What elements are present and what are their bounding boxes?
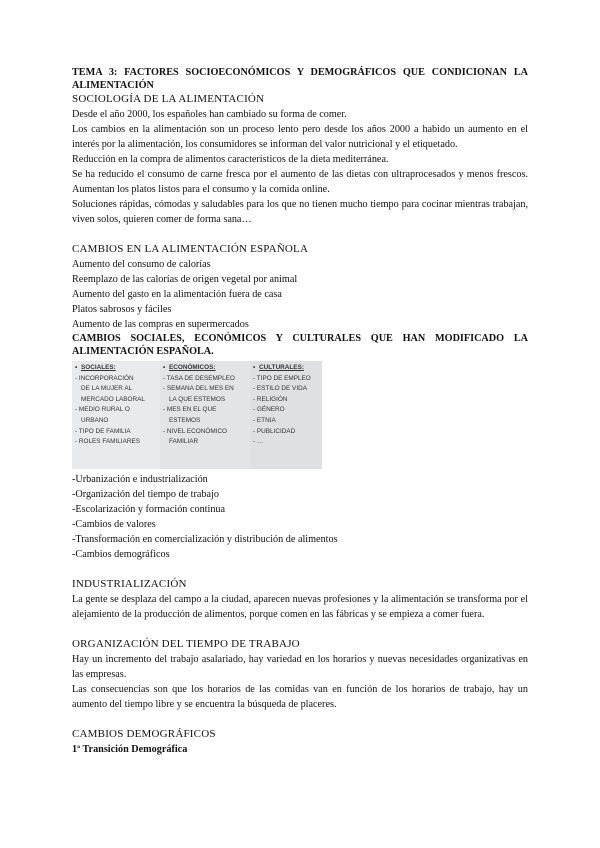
document-title: TEMA 3: FACTORES SOCIOECONÓMICOS Y DEMOGRÁFICOS QUE CONDICIONAN LA ALIMENTACIÓN (72, 67, 528, 91)
figure-line: - ETNIA (253, 416, 276, 424)
figure-line: LA QUE ESTEMOS (169, 395, 226, 403)
section-heading-sociologia: SOCIOLOGÍA DE LA ALIMENTACIÓN (72, 93, 265, 105)
figure-line: - SEMANA DEL MES EN (163, 385, 234, 393)
paragraph: La gente se desplaza del campo a la ciudad, aparecen nuevas profesiones y la alimentación se transforma por el alejamiento de la producción de alimentos, porque comen en las fábricas y se empieza a comer fuera. (72, 594, 528, 620)
list-item: -Organización del tiempo de trabajo (72, 489, 219, 500)
figure-line: - ESTILO DE VIDA (253, 385, 307, 393)
figure-column-sociales: • SOCIALES: - INCORPORACIÓN DE LA MUJER AL MERCADO LABORAL - MEDIO RURAL O URBANO - TIPO DE FAMILIA - ROLES FAMILIARES (72, 361, 160, 469)
figure-line: - MES EN EL QUE (163, 406, 217, 414)
section-heading-cambios-alimentacion: CAMBIOS EN LA ALIMENTACIÓN ESPAÑOLA (72, 243, 309, 255)
figure-line: MERCADO LABORAL (81, 395, 145, 403)
section-heading-cambios-sociales: CAMBIOS SOCIALES, ECONÓMICOS Y CULTURALES QUE HAN MODIFICADO LA ALIMENTACIÓN ESPAÑOLA. (72, 333, 528, 357)
subheading-transicion: 1ª Transición Demográfica (72, 744, 188, 755)
section-heading-organizacion: ORGANIZACIÓN DEL TIEMPO DE TRABAJO (72, 638, 300, 650)
figure-column-title: ECONÓMICOS: (169, 364, 216, 371)
figure-column-title: SOCIALES: (81, 364, 116, 371)
figure-line: FAMILIAR (169, 438, 199, 446)
list-item: Aumento de las compras en supermercados (72, 319, 249, 330)
paragraph: Los cambios en la alimentación son un proceso lento pero desde los años 2000 a habido un aumento en el interés por la alimentación, los consumidores se informan del valor nutricional y el etiquetado. (72, 124, 528, 150)
list-item: -Cambios de valores (72, 519, 156, 530)
document-page (72, 66, 528, 757)
list-item: -Cambios demográficos (72, 549, 170, 560)
section-heading-industrializacion: INDUSTRIALIZACIÓN (72, 578, 187, 590)
figure-column-culturales: • CULTURALES: - TIPO DE EMPLEO - ESTILO DE VIDA - RELIGIÓN - GÉNERO - ETNIA - PUBLICIDAD - … (250, 361, 322, 469)
list-item: -Urbanización e industrialización (72, 474, 208, 485)
list-item: Reemplazo de las calorías de origen vegetal por animal (72, 274, 298, 285)
figure-line: - … (253, 438, 264, 446)
figure-column-title: CULTURALES: (259, 364, 304, 371)
list-item: -Escolarización y formación continua (72, 504, 226, 515)
figure-line: - TASA DE DESEMPLEO (163, 374, 235, 382)
figure-line: - PUBLICIDAD (253, 427, 296, 435)
figure-line: - TIPO DE EMPLEO (253, 374, 311, 382)
list-item: -Transformación en comercialización y distribución de alimentos (72, 534, 338, 545)
paragraph: Se ha reducido el consumo de carne fresca por el aumento de las dietas con ultraprocesados y menos frescos. Aumentan los platos listos para el consumo y la comida online. (72, 169, 528, 195)
paragraph: Las consecuencias son que los horarios de las comidas van en función de los horarios de trabajo, hay un aumento del tiempo libre y se encuentra la búsqueda de placeres. (72, 684, 528, 710)
paragraph: Hay un incremento del trabajo asalariado, hay variedad en los horarios y nuevas necesidades organizativas en las empresas. (72, 654, 528, 680)
section-heading-demograficos: CAMBIOS DEMOGRÁFICOS (72, 728, 216, 740)
figure-line: - TIPO DE FAMILIA (75, 427, 131, 435)
list-item: Platos sabrosos y fáciles (72, 304, 172, 315)
figure-line: - GÉNERO (253, 406, 285, 414)
figure-line: - RELIGIÓN (253, 395, 288, 403)
factors-figure (72, 361, 322, 469)
figure-line: - ROLES FAMILIARES (75, 438, 140, 446)
figure-line: - NIVEL ECONÓMICO (163, 427, 228, 435)
figure-line: - MEDIO RURAL O (75, 406, 130, 414)
paragraph: Reducción en la compra de alimentos característicos de la dieta mediterránea. (72, 154, 389, 165)
list-item: Aumento del gasto en la alimentación fuera de casa (72, 289, 282, 300)
figure-line: ESTEMOS (169, 416, 201, 424)
paragraph: Desde el año 2000, los españoles han cambiado su forma de comer. (72, 109, 347, 120)
figure-line: - INCORPORACIÓN (75, 374, 134, 382)
figure-line: DE LA MUJER AL (81, 385, 133, 393)
paragraph: Soluciones rápidas, cómodas y saludables para los que no tienen mucho tiempo para cocinar mientras trabajan, viven solos, quieren comer de forma sana… (72, 199, 528, 225)
figure-line: URBANO (81, 416, 109, 424)
list-item: Aumento del consumo de calorías (72, 259, 211, 270)
figure-column-economicos: • ECONÓMICOS: - TASA DE DESEMPLEO - SEMANA DEL MES EN LA QUE ESTEMOS - MES EN EL QUE ESTEMOS - NIVEL ECONÓMICO FAMILIAR (160, 361, 250, 469)
